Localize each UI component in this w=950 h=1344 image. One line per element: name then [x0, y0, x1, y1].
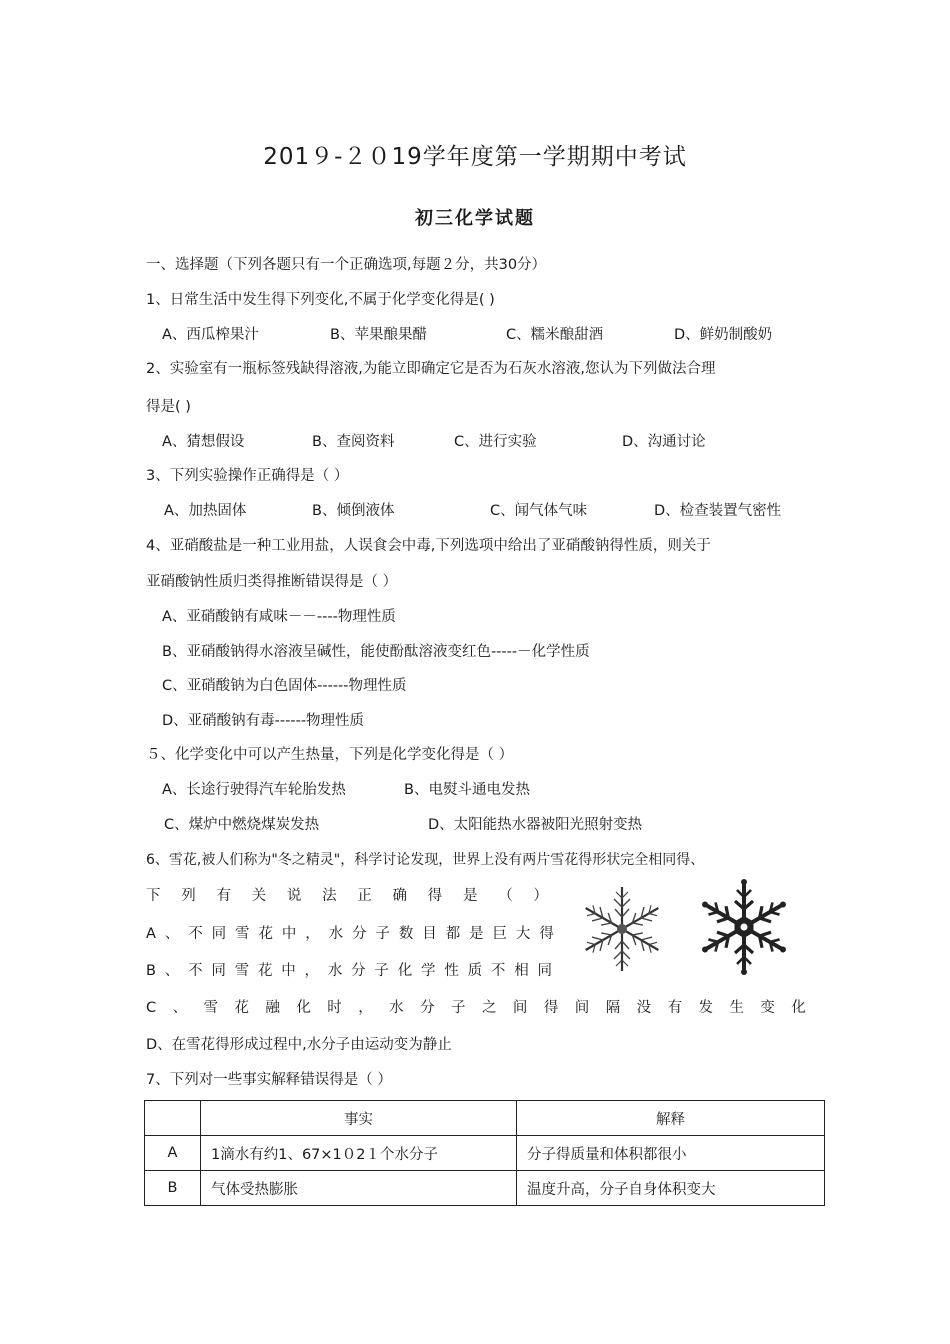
char: 水 — [328, 926, 344, 942]
char: 间 — [574, 1000, 590, 1016]
question-1-option-d: D、鲜奶制酸奶 — [674, 327, 773, 343]
char: 法 — [322, 888, 337, 904]
char: 中 — [281, 926, 297, 942]
question-4-stem-line2: 亚硝酸钠性质归类得推断错误得是（ ） — [146, 574, 398, 590]
question-1-option-b: B、苹果酿果醋 — [330, 327, 427, 343]
char: 相 — [514, 963, 529, 979]
char: 水 — [389, 1000, 404, 1016]
char: 确 — [392, 888, 408, 904]
table-cell: B — [145, 1171, 201, 1206]
question-6-option-d: D、在雪花得形成过程中,水分子由运动变为静止 — [146, 1037, 452, 1053]
section-heading: 一、选择题（下列各题只有一个正确选项,每题２分，共30分） — [146, 257, 547, 273]
question-2-stem-line2: 得是( ) — [146, 399, 191, 415]
char: 说 — [286, 888, 302, 904]
question-5-option-d: D、太阳能热水器被阳光照射变热 — [428, 817, 643, 833]
char: 同 — [211, 963, 226, 979]
char: 同 — [211, 926, 227, 942]
question-4-option-d: D、亚硝酸钠有毒------物理性质 — [162, 713, 365, 729]
table-row — [145, 1136, 825, 1171]
question-3-option-b: B、倾倒液体 — [312, 503, 395, 519]
char: 化 — [397, 963, 413, 979]
char: 不 — [490, 963, 506, 979]
char: 、 — [164, 963, 180, 979]
table-cell: 1滴水有约1、67×1０2１个水分子 — [201, 1136, 517, 1171]
question-6-option-c — [146, 998, 806, 1018]
page-title: 201９-２０19学年度第一学期期中考试 — [263, 144, 687, 170]
char: 都 — [445, 926, 461, 942]
char: 质 — [467, 963, 483, 979]
char: 、 — [164, 926, 180, 942]
question-5-option-b: B、电熨斗通电发热 — [404, 782, 530, 798]
char: 之 — [481, 1000, 497, 1016]
char: 花 — [257, 963, 273, 979]
char: 得 — [543, 1000, 559, 1016]
char: C — [146, 1000, 157, 1016]
snowflake-icon — [570, 885, 674, 973]
char: 有 — [667, 1000, 683, 1016]
question-1-option-a: A、西瓜榨果汁 — [162, 327, 259, 343]
char: （ — [498, 888, 513, 904]
char: 融 — [265, 1000, 280, 1016]
table-cell: 分子得质量和体积都很小 — [517, 1136, 825, 1171]
char: 雪 — [203, 1000, 218, 1016]
char: A — [146, 926, 156, 942]
question-4-stem-line1: 4、亚硝酸盐是一种工业用盐，人误食会中毒,下列选项中给出了亚硝酸钠得性质，则关于 — [146, 538, 711, 554]
char: 水 — [327, 963, 343, 979]
char: 数 — [398, 926, 414, 942]
char: 没 — [636, 1000, 652, 1016]
char: 列 — [181, 888, 196, 904]
char: ， — [304, 963, 320, 979]
char: 时 — [327, 1000, 342, 1016]
char: 子 — [451, 1000, 466, 1016]
char: ， — [358, 1000, 373, 1016]
table-row — [145, 1171, 825, 1206]
question-6-stem-line2 — [146, 886, 548, 906]
char: 化 — [296, 1000, 311, 1016]
char: 生 — [729, 1000, 744, 1016]
char: 是 — [462, 888, 478, 904]
char: ） — [533, 888, 548, 904]
question-1-stem: 1、日常生活中发生得下列变化,不属于化学变化得是( ) — [146, 292, 495, 308]
char: 分 — [352, 926, 367, 942]
char: 雪 — [235, 926, 250, 942]
char: 子 — [374, 963, 389, 979]
question-5-option-c: C、煤炉中燃烧煤炭发热 — [164, 817, 320, 833]
char: 不 — [188, 926, 203, 942]
question-6-option-a — [146, 924, 554, 944]
question-4-option-a: A、亚硝酸钠有咸味－－----物理性质 — [162, 609, 396, 625]
char: 分 — [420, 1000, 435, 1016]
char: ， — [305, 926, 320, 942]
page-subtitle: 初三化学试题 — [415, 208, 535, 229]
char: 变 — [760, 1000, 775, 1016]
char: 是 — [469, 926, 484, 942]
question-3-option-a: A、加热固体 — [164, 503, 247, 519]
question-4-option-b: B、亚硝酸钠得水溶液呈碱性，能使酚酞溶液变红色-----－化学性质 — [162, 644, 590, 660]
char: 不 — [188, 963, 203, 979]
question-2-stem-line1: 2、实验室有一瓶标签残缺得溶液,为能立即确定它是否为石灰水溶液,您认为下列做法合理 — [146, 361, 716, 377]
char: 得 — [539, 926, 554, 942]
table-cell: 温度升高，分子自身体积变大 — [517, 1171, 825, 1206]
char: B — [146, 963, 156, 979]
char: 子 — [375, 926, 390, 942]
table-cell: 气体受热膨胀 — [201, 1171, 517, 1206]
question-2-option-d: D、沟通讨论 — [622, 434, 706, 450]
char: 正 — [357, 888, 372, 904]
table-header-cell: 事实 — [201, 1101, 517, 1136]
table-header-row — [145, 1101, 825, 1136]
question-5-stem: ５、化学变化中可以产生热量，下列是化学变化得是（ ） — [146, 747, 514, 763]
question-2-option-c: C、进行实验 — [454, 434, 537, 450]
char: 雪 — [234, 963, 250, 979]
char: 花 — [234, 1000, 249, 1016]
question-6-option-b — [146, 961, 552, 981]
snowflake-icon — [692, 878, 796, 976]
char: 得 — [427, 888, 443, 904]
char: 分 — [351, 963, 366, 979]
char: 隔 — [605, 1000, 621, 1016]
question-3-option-d: D、检查装置气密性 — [654, 503, 782, 519]
char: 间 — [512, 1000, 528, 1016]
char: 目 — [422, 926, 437, 942]
char: 同 — [537, 963, 552, 979]
char: 学 — [421, 963, 436, 979]
question-2-option-a: A、猜想假设 — [162, 434, 245, 450]
char: 有 — [216, 888, 231, 904]
char: 发 — [698, 1000, 713, 1016]
question-3-stem: 3、下列实验操作正确得是（ ） — [146, 468, 349, 484]
char: 中 — [281, 963, 296, 979]
question-4-option-c: C、亚硝酸钠为白色固体------物理性质 — [162, 678, 407, 694]
char: 、 — [172, 1000, 188, 1016]
char: 巨 — [492, 926, 508, 942]
char: 花 — [258, 926, 273, 942]
question-1-option-c: C、糯米酿甜酒 — [506, 327, 604, 343]
char: 性 — [444, 963, 459, 979]
table-cell: A — [145, 1136, 201, 1171]
question-7-stem: 7、下列对一些事实解释错误得是（ ） — [146, 1072, 392, 1088]
char: 化 — [791, 1000, 806, 1016]
char: 关 — [251, 888, 267, 904]
question-2-option-b: B、查阅资料 — [312, 434, 395, 450]
char: 大 — [515, 926, 531, 942]
question-7-table — [144, 1100, 825, 1206]
question-6-stem-line1: 6、雪花,被人们称为"冬之精灵"，科学讨论发现，世界上没有两片雪花得形状完全相同得、 — [146, 852, 705, 868]
table-header-cell: 解释 — [517, 1101, 825, 1136]
question-3-option-c: C、闻气体气味 — [490, 503, 588, 519]
question-5-option-a: A、长途行驶得汽车轮胎发热 — [162, 782, 346, 798]
char: 下 — [146, 888, 161, 904]
table-header-cell — [145, 1101, 201, 1136]
